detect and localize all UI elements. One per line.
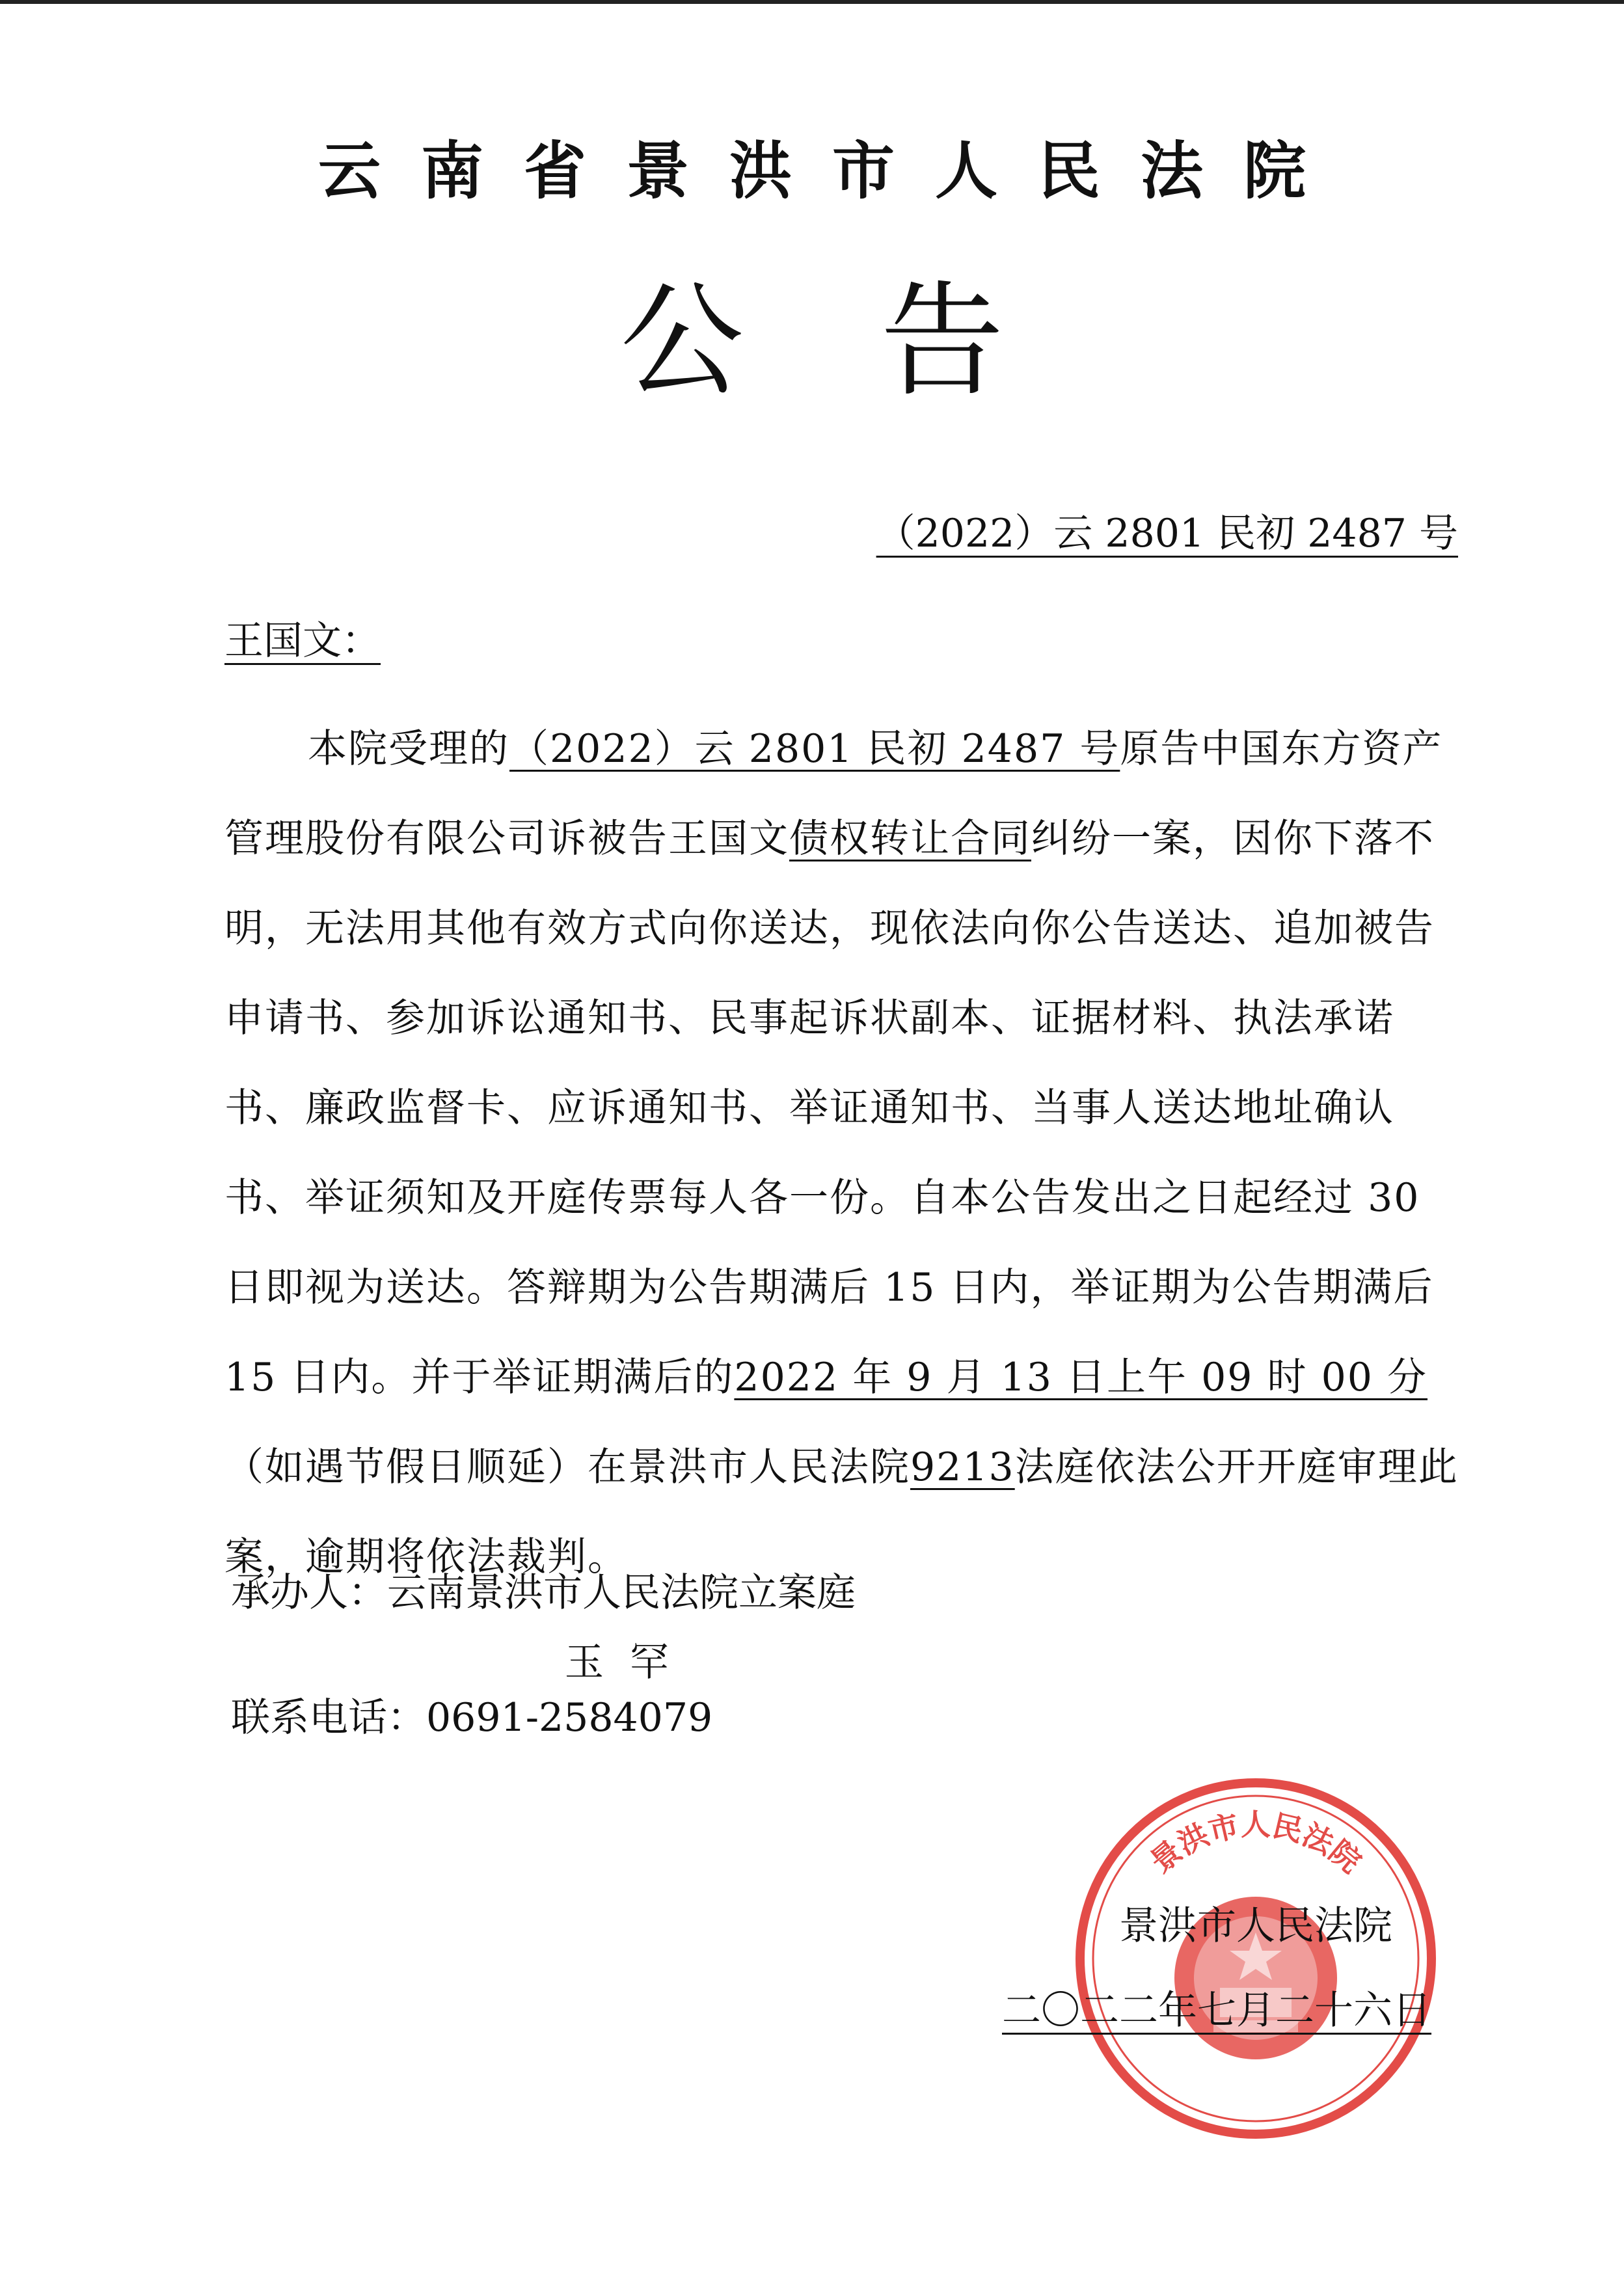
body-text-1: 本院受理的 [308,726,509,772]
body-text-5: 法庭依法公开开庭审理此案，逾期将依法裁判。 [224,1444,1459,1580]
court-seal-stamp [1067,1770,1444,2147]
handler-name: 玉罕 [565,1640,695,1685]
signature-court-name: 景洪市人民法院 [1119,1903,1392,1949]
court-title: 云南省景洪市人民法院 [318,135,1346,208]
hearing-time: 2022 年 9 月 13 日上午 09 时 00 分 [734,1355,1428,1400]
document-type-title: 公告 [619,269,1141,413]
dispute-type: 债权转让合同 [789,816,1031,861]
courtroom-number: 9213 [910,1444,1015,1490]
case-number: （2022）云 2801 民初 2487 号 [876,511,1458,556]
seal-graphic [1080,1783,1431,2134]
seal-text: 景洪市人民法院 [1143,1807,1368,1880]
case-reference: （2022）云 2801 民初 2487 号 [509,726,1120,772]
contact-phone: 联系电话：0691-2584079 [231,1695,713,1741]
body-text-2: 原告中国东方资产管理股份有限公司诉被告王国文 [224,726,1443,861]
notice-paragraph [224,704,1464,1602]
notice-body [224,704,1464,1602]
handler-line: 承办人：云南景洪市人民法院立案庭 [231,1570,856,1616]
svg-text:景洪市人民法院 [1144,1807,1368,1880]
body-text-4: （如遇节假日顺延）在景洪市人民法院 [224,1444,910,1490]
signature-date: 二〇二二年七月二十六日 [1002,1988,1431,2033]
body-text-3: 纠纷一案，因你下落不明，无法用其他有效方式向你送达，现依法向你公告送达、追加被告申请书、参加诉讼通知书、民事起诉状副本、证据材料、执法承诺书、廉政监督卡、应诉通知书、举证通知书、当事人送达地址确认书、举证须知及开庭传票每人各一份。自本公告发出之日起经过 30 日即视为送达。答辩期为公告期满后 15 日内，举证期为公告期满后 15 日内。并于举证期满后的 [224,816,1435,1400]
top-scan-edge [0,0,1624,4]
addressee: 王国文： [224,618,381,664]
